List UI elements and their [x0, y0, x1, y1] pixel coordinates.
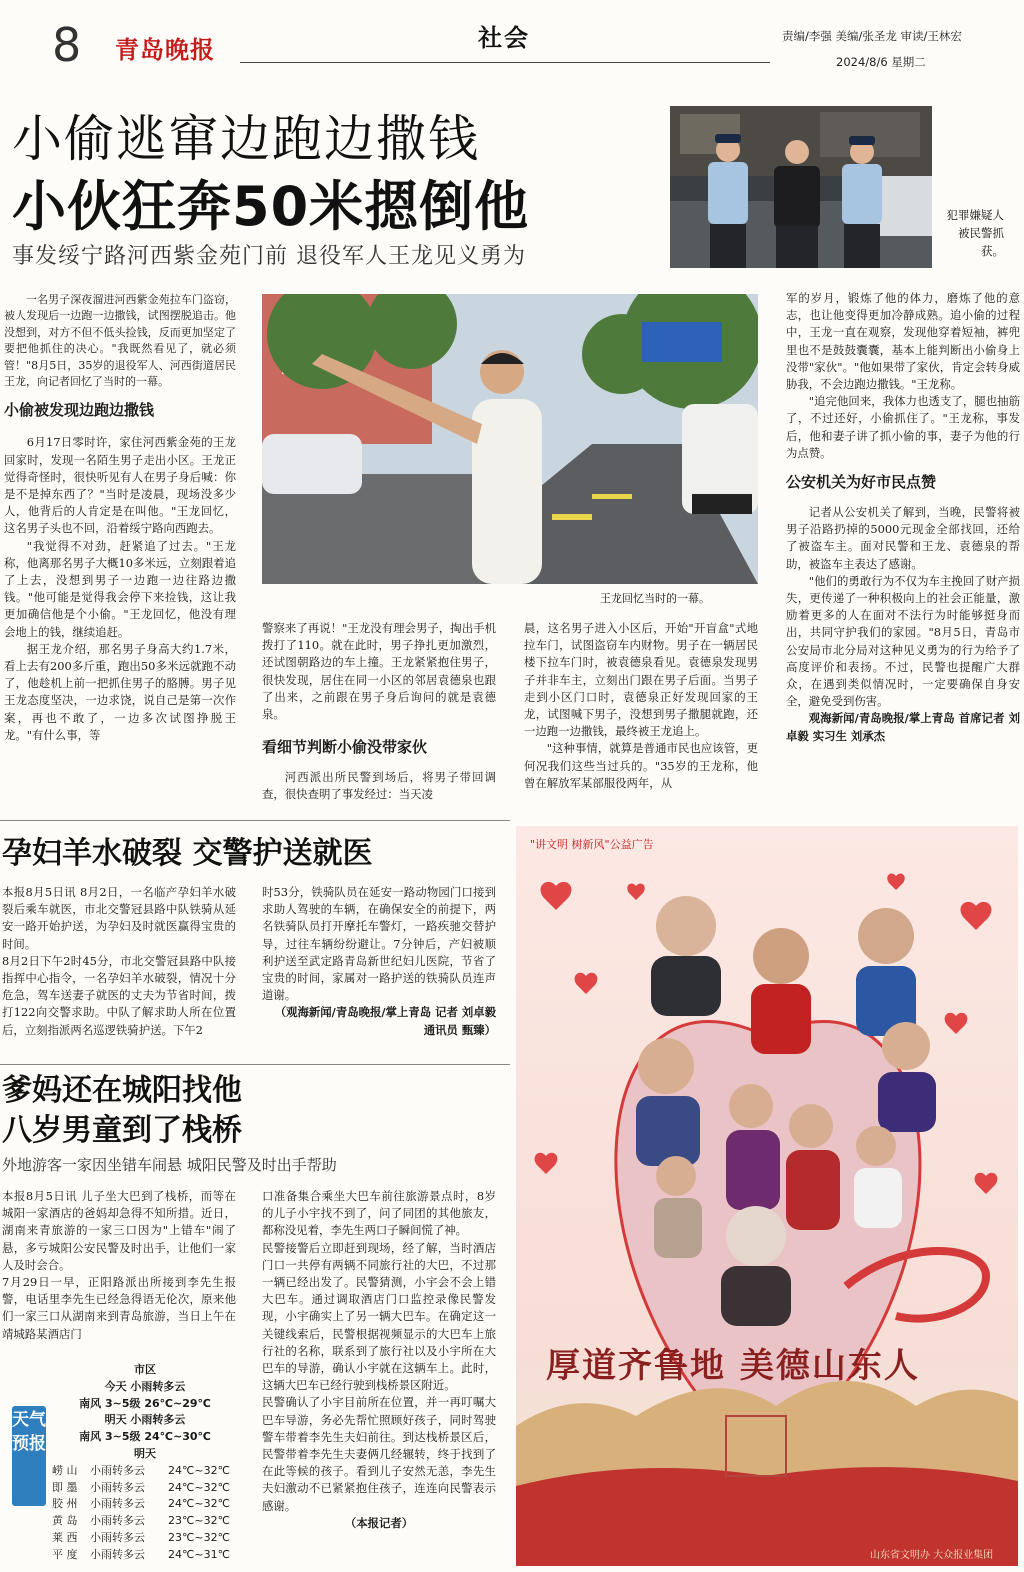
headline-line2: 小伙狂奔50米摁倒他	[12, 175, 530, 238]
photo-suspect-arrest	[670, 106, 932, 268]
story2-headline: 孕妇羊水破裂 交警护送就医	[2, 836, 373, 871]
story1-subhead-3: 公安机关为好市民点赞	[786, 473, 937, 492]
story1-paragraph: "我觉得不对劲，赶紧追了过去。"王龙称，他离那名男子大概10多米远，立刻跟着追了上去，没想到男子一边跑一边往路边撒钱。"他可能是觉得我会停下来捡钱，这让我更加确信他是个小偷。"王龙回忆，他没有理会地上的钱，继续追赶。	[4, 538, 236, 639]
weather-region-row: 崂 山 小雨转多云 24℃~32℃	[52, 1463, 230, 1477]
section-title: 社会	[478, 24, 530, 52]
story1-column-4	[786, 290, 1020, 745]
story1-paragraph: "这种事情，就算是普通市民也应该管，更何况我们这些当过兵的。"35岁的王龙称，他曾在解放军某部服役两年，从	[524, 741, 758, 790]
weather-tomorrow: 明天 小雨转多云	[104, 1413, 186, 1427]
story1-lead: 一名男子深夜溜进河西紫金苑拉车门盗窃，被人发现后一边跑一边撒钱，试图摆脱追击。他没想到，对方不但不低头捡钱，反而更加坚定了要把他抓住的决心。"我既然看见了，就必须管！"8月5日，35岁的退役军人、河西街道居民王龙，向记者回忆了当时的一幕。	[4, 293, 236, 389]
story1-subhead-1: 小偷被发现边跑边撒钱	[4, 401, 155, 420]
weather-forecast	[52, 1362, 238, 1564]
story1-byline: 观海新闻/青岛晚报/掌上青岛 首席记者 刘卓毅 实习生 刘承杰	[786, 711, 1020, 743]
story2-body: 时53分，铁骑队员在延安一路动物园门口接到求助人驾驶的车辆，在确保安全的前提下，两名铁骑队员打开摩托车警灯，一路疾驰交替护导，过往车辆纷纷避让。7分钟后，产妇被顺利护送至武定路青岛新世纪妇儿医院，节省了宝贵的时间，家属对一路护送的铁骑队员连声道谢。	[262, 885, 496, 1003]
weather-region-row: 即 墨 小雨转多云 24℃~32℃	[52, 1480, 230, 1494]
weather-tomorrow-wind: 南风 3~5级 24℃~30℃	[79, 1430, 211, 1444]
story2-column-1: 本报8月5日讯 8月2日，一名临产孕妇羊水破裂后乘车就医，市北交警冠县路中队铁骑从延安一路开始护送，为孕妇及时就医赢得宝贵的时间。 8月2日下午2时45分，市北交警冠县路中队接指挥中心指令，一名孕妇羊水破裂，情况十分危急，驾车送妻子就医的丈夫为节省时间，拨打122向交警求助。中队了解求助人所在位置后，立刻指派两名巡逻铁骑护送。下午2	[2, 885, 236, 1037]
publication-date: 2024/8/6 星期二	[836, 55, 926, 69]
ad-sponsor: 山东省文明办 大众报业集团	[870, 1550, 994, 1561]
story1-column-3	[524, 620, 758, 792]
weather-today-wind: 南风 3~5级 26℃~29℃	[79, 1396, 211, 1410]
page-number: 8	[52, 18, 82, 72]
story2-column-2	[262, 884, 496, 1039]
masthead-rule	[240, 62, 770, 63]
ad-slogan: 厚道齐鲁地 美德山东人	[546, 1346, 920, 1386]
story3-byline: （本报记者）	[344, 1515, 414, 1530]
story3-headline-line2: 八岁男童到了栈桥	[2, 1113, 242, 1148]
story3-headline-line1: 爹妈还在城阳找他	[2, 1073, 242, 1108]
weather-today: 今天 小雨转多云	[104, 1379, 186, 1393]
story1-paragraph: 据王龙介绍，那名男子身高大约1.7米，看上去有200多斤重，跑出50多米远就跑不动了，他趁机上前一把抓住男子的胳膊。男子见王龙态度坚决，一边求饶，说自己是第一次作案，再也不敢了，一边多次试图挣脱王龙。"有什么事，等	[4, 641, 236, 742]
weather-regions-label: 明天	[134, 1446, 156, 1460]
story3-body: 口准备集合乘坐大巴车前往旅游景点时，8岁的儿子小宇找不到了，问了同团的其他旅友，都称没见着，李先生两口子瞬间慌了神。 民警接警后立即赶到现场，经了解，当时酒店门口一共停有两辆不同旅行社的大巴，不过那一辆已经出发了。民警猜测，小宇会不会上错大巴车。通过调取酒店门口监控录像民警发现，小宇确实上了另一辆大巴车。在确定这一关键线索后，民警根据视频显示的大巴车上旅行社的名称，联系到了旅行社以及小宇所在大巴车的导游，确认小宇就在这辆车上。此时，这辆大巴车已经行驶到栈桥景区附近。 民警确认了小宇目前所在位置，并一再叮嘱大巴车导游，务必先帮忙照顾好孩子，同时驾驶警车带着李先生夫妇前往。到达栈桥景区后，民警带着李先生夫妻俩几经辗转，终于找到了在此等候的孩子。看到儿子安然无恙，李先生夫妇激动不已紧紧抱住孩子，连连向民警表示感谢。	[262, 1189, 496, 1513]
weather-region-row: 莱 西 小雨转多云 23℃~32℃	[52, 1530, 230, 1544]
weather-region-row: 平 度 小雨转多云 24℃~31℃	[52, 1547, 230, 1561]
newspaper-logo: 青岛晚报	[115, 35, 215, 64]
headline-line1: 小偷逃窜边跑边撒钱	[12, 110, 480, 168]
public-service-ad	[516, 826, 1018, 1566]
weather-region-row: 胶 州 小雨转多云 24℃~32℃	[52, 1497, 230, 1511]
story1-paragraph: 警察来了再说！"王龙没有理会男子，掏出手机拨打了110。就在此时，男子挣扎更加激烈，还试图朝路边的车上撞。王龙紧紧抱住男子，很快发现，居住在同一小区的邻居袁德泉也跟了出来，之前跟在男子身后询问的就是袁德泉。	[262, 621, 496, 722]
story1-paragraph: 军的岁月，锻炼了他的体力，磨炼了他的意志，也让他变得更加冷静成熟。追小偷的过程中，王龙一直在观察，发现他穿着短袖，裤兜里也不是鼓鼓囊囊，基本上能判断出小偷身上没带"家伙"。"他如果带了家伙，肯定会转身威胁我，不会边跑边撒钱。"王龙称。	[786, 291, 1020, 392]
story1-paragraph: 记者从公安机关了解到，当晚，民警将被男子沿路扔掉的5000元现金全部找回，还给了被盗车主。面对民警和王龙、袁德泉的帮助，被盗车主表达了感谢。	[786, 505, 1020, 571]
story1-paragraph: 河西派出所民警到场后，将男子带回调查，很快查明了事发经过：当天凌	[262, 770, 496, 802]
photo-caption-suspect: 犯罪嫌疑人被民警抓获。	[946, 208, 1004, 258]
story3-subheadline: 外地游客一家因坐错车闹悬 城阳民警及时出手帮助	[2, 1156, 337, 1174]
story2-byline: （观海新闻/青岛晚报/掌上青岛 记者 刘卓毅 通讯员 甄臻）	[274, 1005, 496, 1037]
weather-badge: 天气预报	[12, 1406, 46, 1506]
story3-column-1: 本报8月5日讯 儿子坐大巴到了栈桥，而等在城阳一家酒店的爸妈却急得不知所措。近日，湖南来青旅游的一家三口因为"上错车"闹了悬，多亏城阳公安民警及时出手，让他们一家人及时会合。 7月29日一早，正阳路派出所接到李先生报警，电话里李先生已经急得语无伦次，原来他们一家三口从湖南来到青岛旅游，当日上午在靖城路某酒店门	[2, 1189, 236, 1341]
story1-paragraph: "追完他回来，我体力也透支了，腿也抽筋了，不过还好，小偷抓住了。"王龙称，事发后，他和妻子讲了抓小偷的事，妻子为他的行为点赞。	[786, 394, 1020, 460]
story1-subhead-2: 看细节判断小偷没带家伙	[262, 738, 428, 757]
story1-paragraph: "他们的勇敢行为不仅为车主挽回了财产损失，更传递了一种积极向上的社会正能量，激励着更多的人在面对不法行为时能够挺身而出，共同守护我们的家园。"8月5日，青岛市公安局市北分局对这种见义勇为的行为给予了高度评价和表扬。不过，民警也提醒广大群众，在遇到类似情况时，一定要确保自身安全，避免受到伤害。	[786, 573, 1020, 709]
story1-column-1	[4, 292, 236, 744]
divider	[0, 1064, 510, 1065]
weather-city-label: 市区	[134, 1363, 156, 1376]
editor-credits: 责编/李强 美编/张圣龙 审读/王林宏	[782, 29, 962, 43]
photo-caption-wang-long: 王龙回忆当时的一幕。	[600, 592, 710, 605]
story1-paragraph: 6月17日零时许，家住河西紫金苑的王龙回家时，发现一名陌生男子走出小区。王龙正觉得奇怪时，很快听见有人在男子身后喊：你是不是掉东西了？"当时是凌晨，现场没多少人，他背后的人肯定是在叫他。"王龙回忆，这名男子头也不回，沿着绥宁路向西跑去。	[4, 435, 236, 536]
weather-region-row: 黄 岛 小雨转多云 23℃~32℃	[52, 1514, 230, 1528]
story1-column-2	[262, 620, 496, 804]
divider	[0, 820, 510, 821]
story3-column-2	[262, 1188, 496, 1532]
subheadline: 事发绥宁路河西紫金苑门前 退役军人王龙见义勇为	[12, 244, 526, 269]
story1-paragraph: 晨，这名男子进入小区后，开始"开盲盒"式地拉车门，试图盗窃车内财物。男子在一辆居民楼下拉车门时，被袁德泉看见。袁德泉发现男子并非车主，立刻出门跟在男子后面。当男子走到小区门口时，袁德泉正好发现回家的王龙，试图喊下男子，没想到男子撒腿就跑，还一边跑一边撒钱，最终被王龙追上。	[524, 621, 758, 739]
ad-tag: "讲文明 树新风"公益广告	[530, 838, 654, 851]
photo-wang-long	[262, 294, 758, 584]
